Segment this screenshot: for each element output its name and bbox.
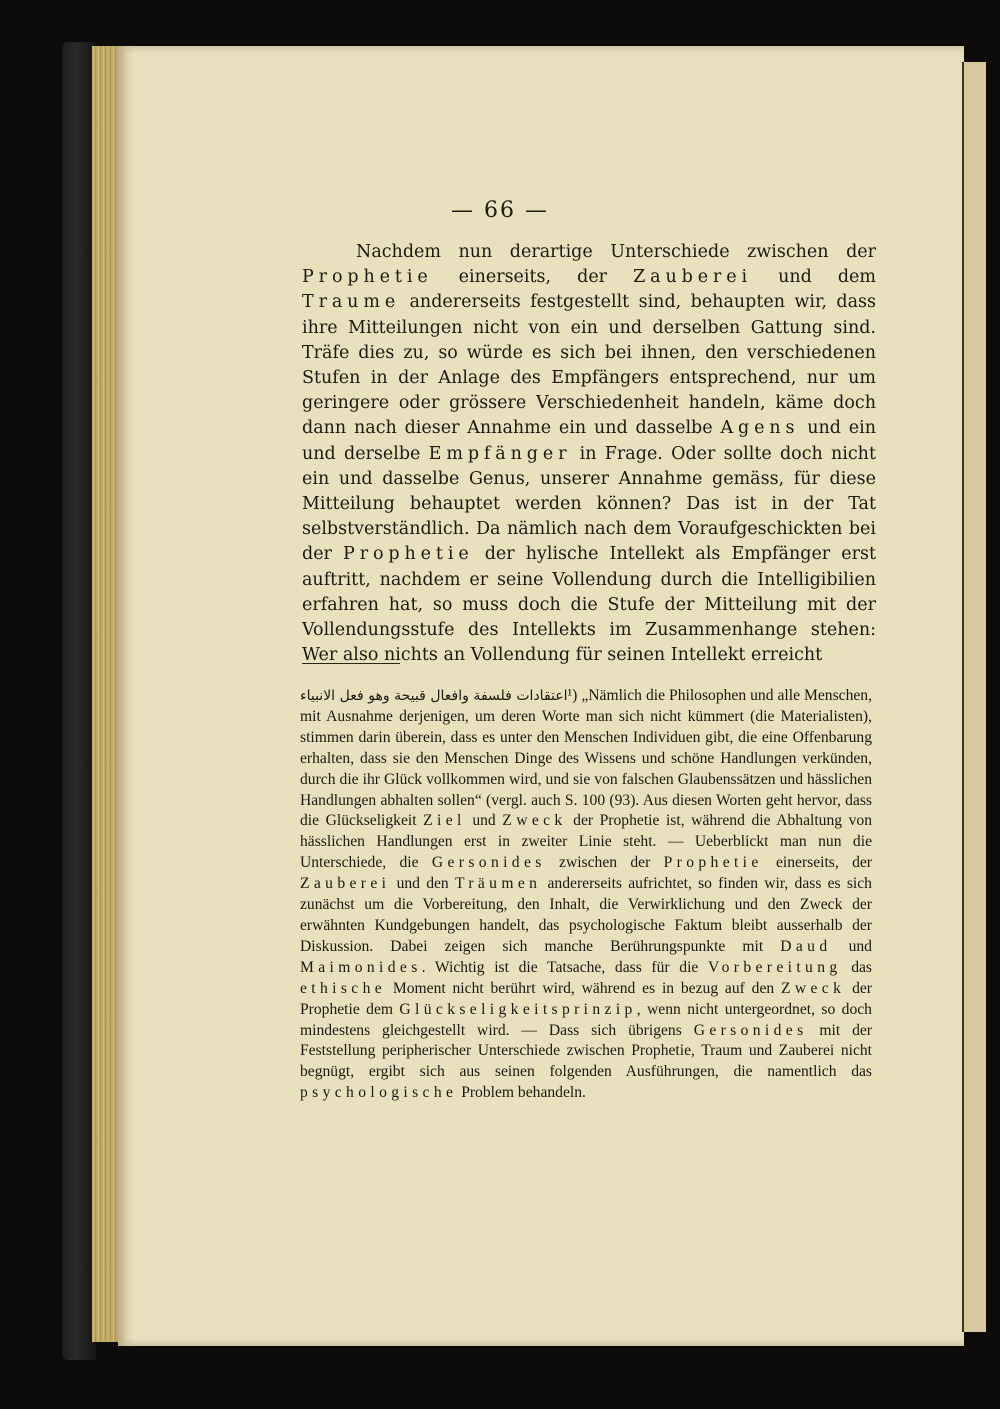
page-block-edges (92, 46, 120, 1342)
footnote-rule (302, 663, 400, 664)
book-cover-edge (62, 42, 96, 1360)
page-number: — 66 — (451, 198, 549, 223)
main-text (302, 240, 876, 668)
footnote-marker: ¹) (567, 687, 578, 704)
footnote-paragraph: اعتقادات فلسفة وافعال قبيحة وهو فعل الانبياء¹) „Nämlich die Philosophen und alle Menschen, mit Ausnahme derjenigen, um deren Worte man sich nicht kümmert (die Materialisten), stimmen darin überein, dass es unter den Menschen Individuen gibt, die eine Offenbarung erhalten, dass sie den Menschen Dinge des Wissens und schöne Handlungen verkünden, durch die ihr Glück vollkommen wird, und sie von falschen Glaubenssätzen und hässlichen Handlungen abhalten sollen“ (vergl. auch S. 100 (93). Aus diesen Worten geht hervor, dass die Glückseligkeit Ziel und Zweck der Prophetie ist, während die Abhaltung von hässlichen Handlungen erst in zweiter Linie steht. — Ueberblickt man nun die Unterschiede, die Gersonides zwischen der Prophetie einerseits, der Zauberei und den Träumen andererseits aufrichtet, so finden wir, dass es sich zunächst um die Vorbereitung, den Inhalt, die Verwirklichung und den Zweck der erwähnten Kundgebungen handelt, das psychologische Faktum bleibt ausserhalb der Diskussion. Dabei zeigen sich manche Berührungspunkte mit Daud und Maimonides. Wichtig ist die Tatsache, dass für die Vorbereitung das ethische Moment nicht berührt wird, während es in bezug auf den Zweck der Prophetie dem Glückseligkeitsprinzip, wenn nicht untergeordnet, so doch mindestens gleichgestellt wird. — Dass sich übrigens Gersonides mit der Feststellung peripherischer Unterschiede zwischen Prophetie, Traum und Zauberei nicht begnügt, ergibt sich aus seinen folgenden Ausführungen, die namentlich das psychologische Problem behandeln. (300, 687, 873, 1102)
facing-page-edge (962, 62, 986, 1332)
arabic-quote: اعتقادات فلسفة وافعال قبيحة وهو فعل الانبياء (300, 688, 568, 704)
footnote (300, 686, 872, 1104)
main-paragraph: Nachdem nun derartige Unterschiede zwischen der Prophetie einerseits, der Zauberei und dem Traume andererseits festgestellt sind, behaupten wir, dass ihre Mitteilungen nicht von ein und derselben Gattung sind. Träfe dies zu, so würde es sich bei ihnen, den verschiedenen Stufen in der Anlage des Empfängers entsprechend, nur um geringere oder grössere Verschiedenheit handeln, käme doch dann nach dieser Annahme ein und dasselbe Agens und ein und derselbe Empfänger in Frage. Oder sollte doch nicht ein und dasselbe Genus, unserer Annahme gemäss, für diese Mitteilung behauptet werden können? Das ist in der Tat selbstverständlich. Da nämlich nach dem Voraufgeschickten bei der Prophetie der hylische Intellekt als Empfänger erst auftritt, nachdem er seine Vollendung durch die Intelligibilien erfahren hat, so muss doch die Stufe der Mitteilung mit der Vollendungsstufe des Intellekts im Zusammenhange stehen: Wer also nichts an Vollendung für seinen Intellekt erreicht (302, 242, 876, 666)
